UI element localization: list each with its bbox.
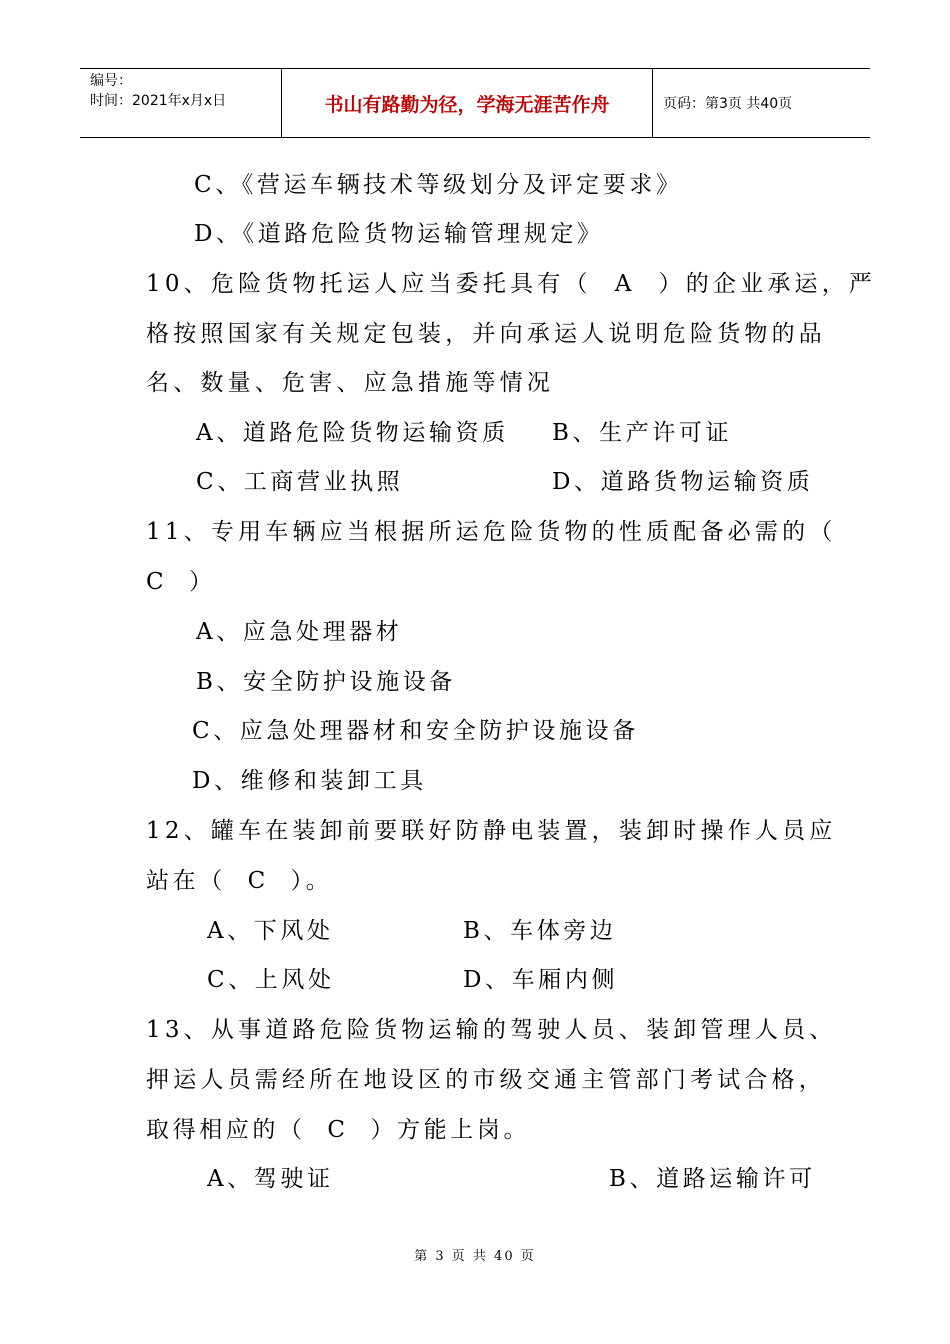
header-meta [80, 69, 282, 137]
option-c: C、工商营业执照 [196, 469, 404, 495]
option-c: C、应急处理器材和安全防护设施设备 [192, 718, 639, 744]
option-b: B、安全防护设施设备 [196, 669, 456, 695]
option-d: D、车厢内侧 [463, 967, 619, 993]
option-b: B、生产许可证 [552, 420, 733, 446]
header-motto: 书山有路勤为径，学海无涯苦作舟 [282, 69, 653, 137]
option-line: D、《道路危险货物运输管理规定》 [194, 221, 604, 247]
option-a: A、道路危险货物运输资质 [196, 420, 509, 446]
option-d: D、道路货物运输资质 [552, 469, 814, 495]
option-a: A、驾驶证 [207, 1166, 334, 1192]
option-d: D、维修和装卸工具 [192, 768, 427, 794]
option-b: B、车体旁边 [463, 918, 617, 944]
question-11-line-2: C ） [146, 569, 216, 595]
question-12-line-2: 站在（ C ）。 [146, 868, 333, 894]
header-page-info: 页码：第3页 共40页 [663, 96, 793, 112]
option-c: C、上风处 [207, 967, 335, 993]
option-a: A、下风处 [207, 918, 334, 944]
question-11-line-1: 11、专用车辆应当根据所运危险货物的性质配备必需的（ [146, 519, 837, 545]
code-label: 编号： [90, 73, 132, 89]
page-header [80, 68, 870, 138]
question-13-line-3: 取得相应的（ C ）方能上岗。 [146, 1117, 531, 1143]
question-10-line-2: 格按照国家有关规定包装，并向承运人说明危险货物的品 [146, 321, 826, 347]
question-12-line-1: 12、罐车在装卸前要联好防静电装置，装卸时操作人员应 [146, 818, 837, 844]
option-line: C、《营运车辆技术等级划分及评定要求》 [194, 172, 683, 198]
option-b: B、道路运输许可 [609, 1166, 816, 1192]
time-label: 时间：2021年x月x日 [90, 93, 227, 109]
question-13-line-2: 押运人员需经所在地设区的市级交通主管部门考试合格， [146, 1067, 826, 1093]
question-10-line-1: 10、危险货物托运人应当委托具有（ A ）的企业承运，严 [146, 271, 877, 297]
page-footer: 第 3 页 共 40 页 [414, 1249, 536, 1264]
question-10-line-3: 名、数量、危害、应急措施等情况 [146, 370, 554, 396]
option-a: A、应急处理器材 [196, 619, 403, 645]
question-13-line-1: 13、从事道路危险货物运输的驾驶人员、装卸管理人员、 [146, 1017, 837, 1043]
